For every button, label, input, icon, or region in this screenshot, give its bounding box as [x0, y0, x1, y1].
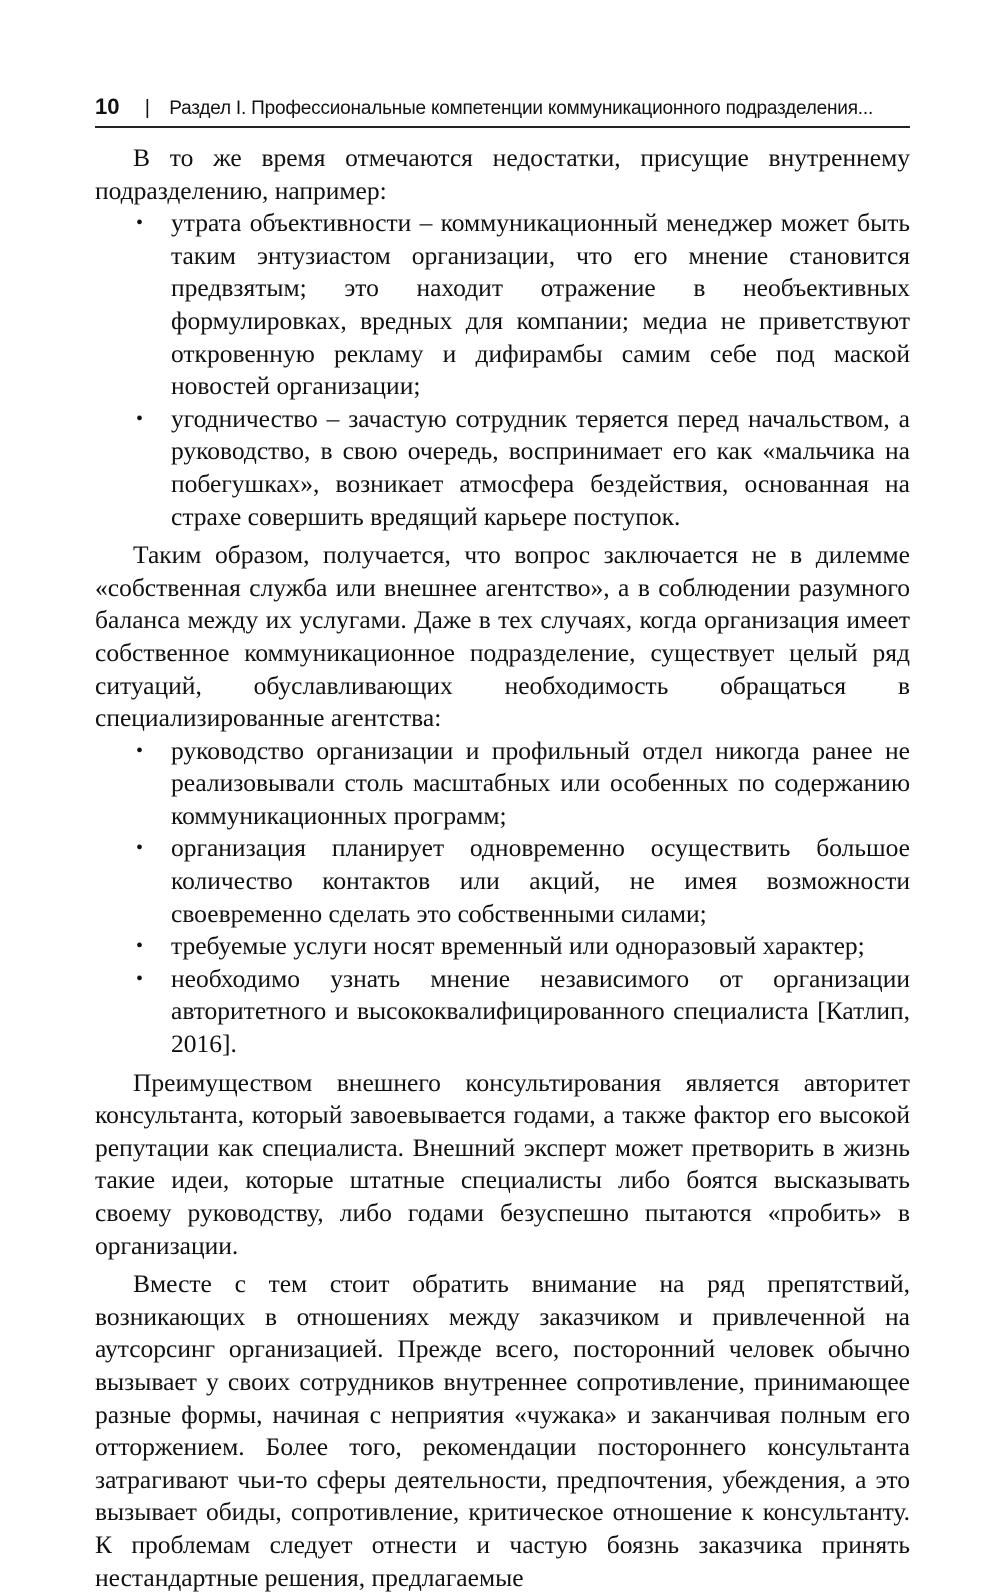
- paragraph: В то же время отмечаются недостатки, присущие внутреннему подразделению, например:: [95, 143, 910, 205]
- list-item: • утрата объективности – коммуникационный менеджер может быть таким энтузиастом организации, что его мнение становится предвзятым; это находит отражение в необъективных формулировках, вредных для компании; медиа не приветствуют откровенную рекламу и дифирамбы самим себе под маской новостей организации;: [171, 207, 910, 403]
- bullet-list: [95, 207, 910, 533]
- list-item: • требуемые услуги носят временный или одноразовый характер;: [171, 930, 910, 963]
- paragraph: Преимуществом внешнего консультирования является авторитет консультанта, который завоевывается годами, а также фактор его высокой репутации как специалиста. Внешний эксперт может претворить в жизнь такие идеи, которые штатные специалисты либо боятся высказывать своему руководству, либо годами безуспешно пытаются «пробить» в организации.: [95, 1067, 910, 1260]
- running-header: [95, 92, 910, 128]
- list-item: • организация планирует одновременно осуществить большое количество контактов или акций, не имея возможности своевременно сделать это собственными силами;: [171, 832, 910, 930]
- page-number: 10: [95, 94, 120, 119]
- bullet-list: [95, 735, 910, 1061]
- list-item: • угодничество – зачастую сотрудник теряется перед начальством, а руководство, в свою очередь, воспринимает его как «мальчика на побегушках», возникает атмосфера бездействия, основанная на страхе совершить вредящий карьере поступок.: [171, 403, 910, 533]
- page-body: [95, 142, 910, 1594]
- list-item: • необходимо узнать мнение независимого от организации авторитетного и высококвалифицированного специалиста [Катлип, 2016].: [171, 963, 910, 1061]
- list-item: • руководство организации и профильный отдел никогда ранее не реализовывали столь масштабных или особенных по содержанию коммуникационных программ;: [171, 735, 910, 833]
- section-title: Раздел I. Профессиональные компетенции коммуникационного подразделения...: [169, 98, 874, 119]
- header-separator: |: [144, 97, 150, 119]
- paragraph: Таким образом, получается, что вопрос заключается не в дилемме «собственная служба или внешнее агентство», а в соблюдении разумного баланса между их услугами. Даже в тех случаях, когда организация имеет собственное коммуникационное подразделение, существует целый ряд ситуаций, обуславливающих необходимость обращаться в специализированные агентства:: [95, 540, 910, 733]
- paragraph: Вместе с тем стоит обратить внимание на ряд препятствий, возникающих в отношениях между заказчиком и привлеченной на аутсорсинг организацией. Прежде всего, посторонний человек обычно вызывает у своих сотрудников внутреннее сопротивление, принимающее разные формы, начиная с неприятия «чужака» и заканчивая полным его отторжением. Более того, рекомендации постороннего консультанта затрагивают чьи-то сферы деятельности, предпочтения, убеждения, а это вызывает обиды, сопротивление, критическое отношение к консультанту. К проблемам следует отнести и частую боязнь заказчика принять нестандартные решения, предлагаемые: [95, 1269, 910, 1592]
